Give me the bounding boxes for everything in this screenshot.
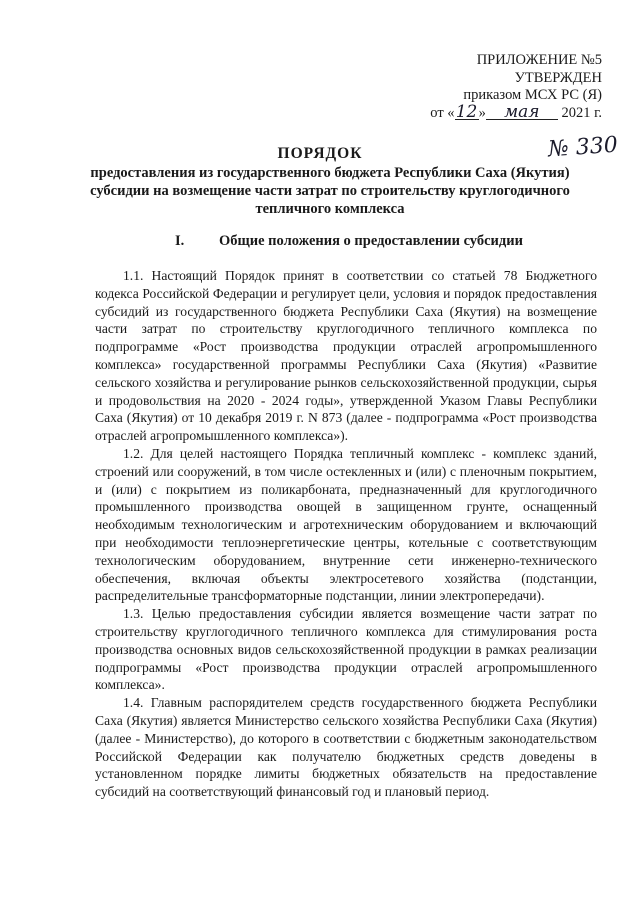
section-title: Общие положения о предоставлении субсидии xyxy=(219,233,523,249)
appendix-label: ПРИЛОЖЕНИЕ №5 xyxy=(476,52,602,68)
date-prefix: от « xyxy=(430,104,455,121)
approval-date xyxy=(430,101,602,123)
document-body xyxy=(95,267,597,801)
document-subtitle: предоставления из государственного бюджета Республики Саха (Якутия) субсидии на возмещение части затрат по строительству круглогодичного тепличного комплекса xyxy=(90,165,570,217)
date-year: 2021 г. xyxy=(561,104,602,121)
approval-block xyxy=(430,52,602,122)
section-number: I. xyxy=(175,233,185,249)
paragraph-1-3: 1.3. Целью предоставления субсидии является возмещение части затрат по строительству круглогодичного тепличного комплекса для стимулирования роста производства основных видов сельскохозяйственной продукции в рамках реализации подпрограммы «Рост производства продукции отраслей агропромышленного комплекса». xyxy=(95,606,597,693)
order-label: приказом МСХ РС (Я) xyxy=(463,87,602,103)
approved-label: УТВЕРЖДЕН xyxy=(514,69,602,86)
paragraph-1-2: 1.2. Для целей настоящего Порядка тепличный комплекс - комплекс зданий, строений или сооружений, в том числе остекленных и (или) с пленочным покрытием, и (или) с покрытием из поликарбоната, предназначенный для круглогодичного промышленного производства овощей в защищенном грунте, оснащенный необходимым технологическим и агротехническим оборудованием и включающий при необходимости теплоэнергетические центры, котельные с соответствующим технологическим оборудованием, внутренние сети инженерно-технического обеспечения, включая объекты электросетевого хозяйства (подстанции, распределительные трансформаторные подстанции, линии электропередачи). xyxy=(95,445,597,604)
paragraph-1-1: 1.1. Настоящий Порядок принят в соответствии со статьей 78 Бюджетного кодекса Российской Федерации и регулирует цели, условия и порядок предоставления субсидий из государственного бюджета Республики Саха (Якутия) на возмещение части затрат по строительству круглогодичного тепличного комплекса по подпрограмме «Рост производства продукции отраслей агропромышленного комплекса» государственной программы Республики Саха (Якутия) «Развитие сельского хозяйства и регулирование рынков сельскохозяйственной продукции, сырья и продовольствия на 2020 - 2024 годы», утвержденной Указом Главы Республики Саха (Якутия) от 10 декабря 2019 г. N 873 (далее - подпрограмма «Рост производства отраслей агропромышленного комплекса»). xyxy=(95,268,597,444)
handwritten-month: мая xyxy=(486,105,558,120)
paragraph-1-4: 1.4. Главным распорядителем средств государственного бюджета Республики Саха (Якутия) является Министерство сельского хозяйства Республики Саха (Якутия) (далее - Министерство), до которого в соответствии с бюджетным законодательством Российской Федерации как получателю бюджетных средств доведены в установленном порядке лимиты бюджетных обязательств на предоставление субсидий на соответствующий финансовый год и плановый период. xyxy=(95,695,597,800)
document-title: ПОРЯДОК xyxy=(277,145,363,162)
handwritten-order-number: № 330 xyxy=(547,132,619,163)
handwritten-day: 12 xyxy=(455,101,478,122)
date-mid: » xyxy=(478,104,486,121)
